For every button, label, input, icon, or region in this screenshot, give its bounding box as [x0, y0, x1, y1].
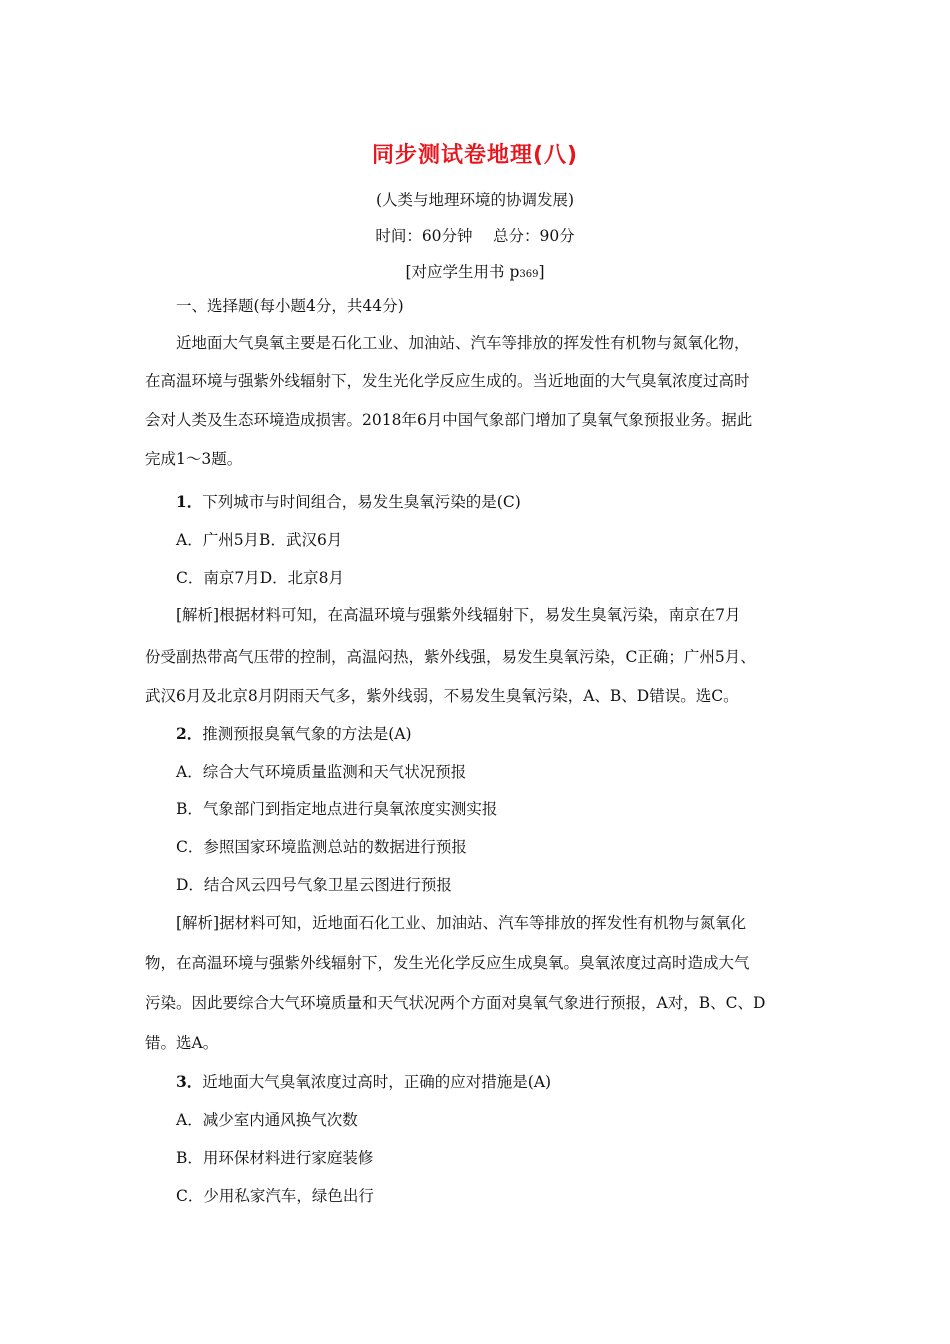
material-line: 完成1～3题。 — [145, 450, 243, 468]
question-3-option: B．用环保材料进行家庭装修 — [176, 1149, 374, 1167]
question-1-options-cd: C．南京7月D．北京8月 — [176, 569, 345, 587]
question-2-option: C．参照国家环境监测总站的数据进行预报 — [176, 838, 467, 856]
question-2-stem: 推测预报臭氧气象的方法是(A) — [202, 725, 412, 743]
question-3 — [176, 1072, 810, 1092]
material-line: 在高温环境与强紫外线辐射下，发生光化学反应生成的。当近地面的大气臭氧浓度过高时 — [145, 372, 750, 390]
question-2 — [176, 724, 810, 744]
question-1-analysis: [解析]根据材料可知，在高温环境与强紫外线辐射下，易发生臭氧污染，南京在7月 — [176, 606, 741, 624]
section-heading: 一、选择题(每小题4分，共44分) — [176, 297, 404, 315]
question-2-analysis: 污染。因此要综合大气环境质量和天气状况两个方面对臭氧气象进行预报，A对，B、C、D — [145, 994, 766, 1012]
question-2-analysis: 错。选A。 — [145, 1034, 219, 1052]
question-3-stem: 近地面大气臭氧浓度过高时，正确的应对措施是(A) — [202, 1073, 552, 1091]
question-2-analysis: 物，在高温环境与强紫外线辐射下，发生光化学反应生成臭氧。臭氧浓度过高时造成大气 — [145, 954, 750, 972]
material-line: 会对人类及生态环境造成损害。2018年6月中国气象部门增加了臭氧气象预报业务。据此 — [145, 411, 753, 429]
question-2-option: B．气象部门到指定地点进行臭氧浓度实测实报 — [176, 800, 498, 818]
question-1-options-ab: A．广州5月B．武汉6月 — [176, 531, 343, 549]
question-1-analysis: 份受副热带高气压带的控制，高温闷热，紫外线强，易发生臭氧污染，C正确；广州5月、 — [145, 648, 756, 666]
exam-meta: 时间：60分钟 总分：90分 — [375, 227, 575, 245]
question-3-number: 3． — [176, 1072, 203, 1091]
book-reference-prefix: [对应学生用书 p — [405, 263, 520, 281]
material-line: 近地面大气臭氧主要是石化工业、加油站、汽车等排放的挥发性有机物与氮氧化物， — [176, 334, 750, 352]
question-2-number: 2． — [176, 724, 203, 743]
book-reference-page: 369 — [519, 269, 539, 280]
question-1-analysis: 武汉6月及北京8月阴雨天气多，紫外线弱，不易发生臭氧污染，A、B、D错误。选C。 — [145, 687, 739, 705]
question-1 — [176, 492, 810, 512]
question-3-option: C．少用私家汽车，绿色出行 — [176, 1187, 374, 1205]
question-2-option: D．结合风云四号气象卫星云图进行预报 — [176, 876, 452, 894]
question-2-analysis: [解析]据材料可知，近地面石化工业、加油站、汽车等排放的挥发性有机物与氮氧化 — [176, 914, 747, 932]
book-reference-suffix: ] — [538, 263, 545, 281]
question-1-stem: 下列城市与时间组合，易发生臭氧污染的是(C) — [202, 493, 521, 511]
question-2-option: A．综合大气环境质量监测和天气状况预报 — [176, 763, 467, 781]
page-title: 同步测试卷地理(八) — [371, 143, 579, 168]
question-3-option: A．减少室内通风换气次数 — [176, 1111, 358, 1129]
book-reference — [0, 262, 950, 285]
question-1-number: 1． — [176, 492, 203, 511]
subtitle: (人类与地理环境的协调发展) — [375, 191, 575, 209]
